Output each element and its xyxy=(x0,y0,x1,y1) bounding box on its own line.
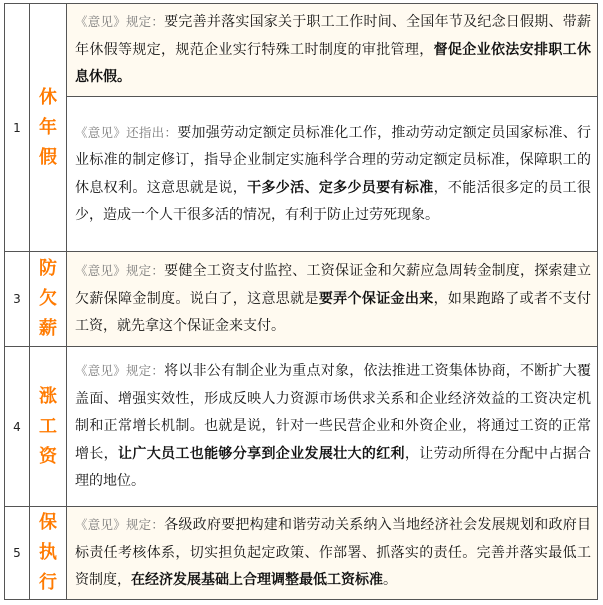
table-row xyxy=(5,97,598,252)
row-number: 1 xyxy=(5,4,30,252)
emphasis-text: 干多少活、定多少员要有标准 xyxy=(247,179,434,196)
table-row xyxy=(5,507,598,600)
table-row xyxy=(5,347,598,507)
emphasis-text: 要弄个保证金出来 xyxy=(318,290,434,307)
body-text: 要加强劳动定额定员标准化工作，推动劳动定额定员国家标准、行业标准的制定修订，指导企业制定实施科学合理的劳动定额定员标准，保障职工的休息权利。这意思就是说， xyxy=(75,124,591,196)
policy-paragraph xyxy=(67,347,598,507)
emphasis-text: 在经济发展基础上合理调整最低工资标准 xyxy=(131,572,383,589)
category-label xyxy=(30,347,67,507)
body-text: 各级政府要把构建和谐劳动关系纳入当地经济社会发展规划和政府目标责任考核体系，切实担负起定政策、作部署、抓落实的责任。完善并落实最低工资制度， xyxy=(75,517,591,589)
category-label xyxy=(30,4,67,252)
category-text: 休年假 xyxy=(39,86,57,168)
policy-paragraph xyxy=(67,507,598,600)
lead-label: 《意见》规定： xyxy=(75,263,165,279)
category-label xyxy=(30,252,67,347)
emphasis-text: 督促企业依法安排职工休息休假。 xyxy=(75,41,592,86)
tail-text: ，如果跑路了或者不支付工资，就先拿这个保证金来支付。 xyxy=(75,290,592,335)
row-number: 3 xyxy=(5,252,30,347)
body-text: 要健全工资支付监控、工资保证金和欠薪应急周转金制度，探索建立欠薪保障金制度。说白了，这意思就是 xyxy=(75,263,591,307)
table-row xyxy=(5,252,598,347)
lead-label: 《意见》还指出： xyxy=(75,124,178,140)
emphasis-text: 让广大员工也能够分享到企业发展壮大的红利 xyxy=(118,445,405,462)
tail-text: 。 xyxy=(383,572,397,589)
policy-table xyxy=(4,3,598,600)
policy-paragraph xyxy=(67,97,598,252)
tail-text: ，让劳动所得在分配中占据合理的地位。 xyxy=(75,445,592,490)
category-text: 防欠薪 xyxy=(39,258,57,339)
body-text: 将以非公有制企业为重点对象，依法推进工资集体协商，不断扩大覆盖面、增强实效性，形成反映人力资源市场供求关系和企业经济效益的工资决定机制和正常增长机制。也就是说，针对一些民营企业和外资企业，将通过工资的正常增长， xyxy=(75,363,591,462)
lead-label: 《意见》规定： xyxy=(75,517,165,533)
category-label xyxy=(30,507,67,600)
row-number: 4 xyxy=(5,347,30,507)
policy-paragraph xyxy=(67,252,598,347)
row-number: 5 xyxy=(5,507,30,600)
table-row xyxy=(5,4,598,97)
policy-paragraph xyxy=(67,4,598,97)
lead-label: 《意见》规定： xyxy=(75,363,165,379)
lead-label: 《意见》规定： xyxy=(75,14,165,30)
category-text: 涨工资 xyxy=(39,385,57,467)
body-text: 要完善并落实国家关于职工工作时间、全国年节及纪念日假期、带薪年休假等规定，规范企业实行特殊工时制度的审批管理， xyxy=(75,14,591,58)
category-text: 保执行 xyxy=(39,512,57,593)
tail-text: ，不能活很多定的员工很少，造成一个人干很多活的情况，有利于防止过劳死现象。 xyxy=(75,179,592,223)
